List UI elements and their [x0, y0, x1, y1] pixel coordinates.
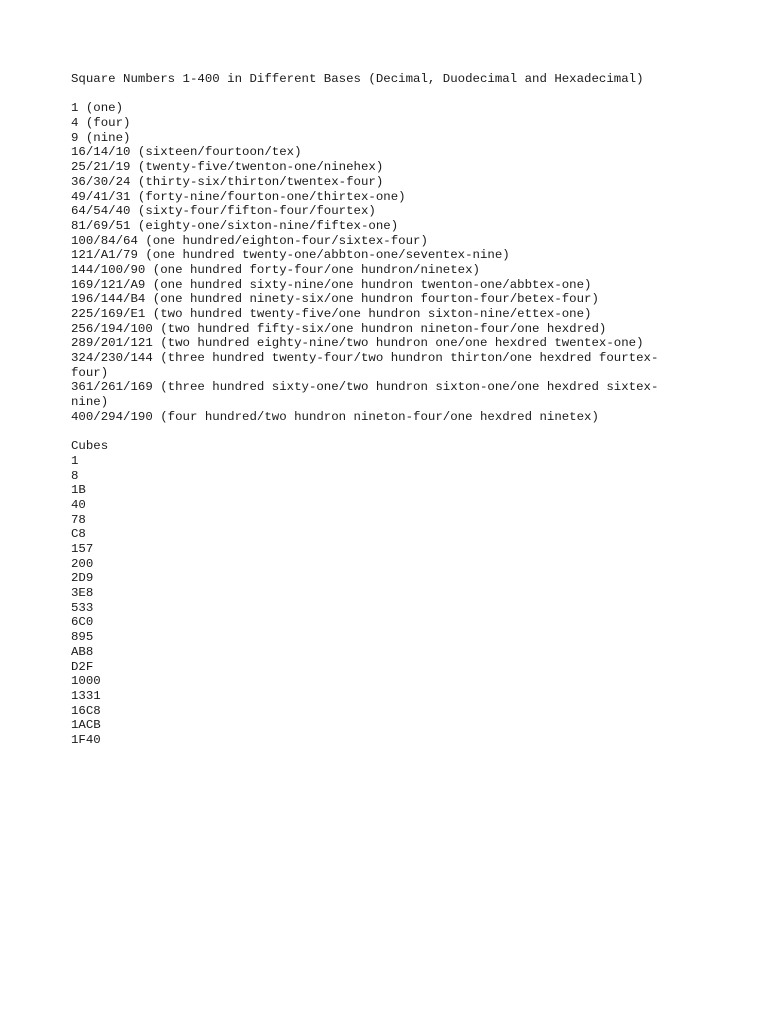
document-page [71, 72, 671, 748]
square-line: 196/144/B4 (one hundred ninety-six/one hundron fourton-four/betex-four) [71, 292, 599, 307]
cubes-list [71, 454, 671, 748]
square-line: 64/54/40 (sixty-four/fifton-four/fourtex) [71, 204, 376, 219]
cube-line: 6C0 [71, 615, 94, 630]
cube-line: C8 [71, 527, 86, 542]
cube-line: 200 [71, 556, 94, 571]
cube-line: 16C8 [71, 703, 101, 718]
square-line: four) [71, 365, 109, 380]
cube-line: 1ACB [71, 718, 101, 733]
cube-line: 2D9 [71, 571, 94, 586]
cube-line: AB8 [71, 644, 94, 659]
square-line: 289/201/121 (two hundred eighty-nine/two hundron one/one hexdred twentex-one) [71, 336, 644, 351]
cube-line: 1331 [71, 688, 101, 703]
square-line: 36/30/24 (thirty-six/thirton/twentex-four) [71, 174, 384, 189]
square-line: 144/100/90 (one hundred forty-four/one hundron/ninetex) [71, 262, 480, 277]
square-line: 225/169/E1 (two hundred twenty-five/one hundron sixton-nine/ettex-one) [71, 307, 592, 321]
square-line: 4 (four) [71, 116, 131, 131]
cube-line: 1B [71, 483, 86, 498]
square-line: 9 (nine) [71, 130, 131, 145]
square-line: 400/294/190 (four hundred/two hundron nineton-four/one hexdred ninetex) [71, 409, 599, 424]
squares-list [71, 101, 671, 424]
cube-line: 1 [71, 453, 79, 468]
square-line: 100/84/64 (one hundred/eighton-four/sixtex-four) [71, 233, 428, 248]
spacer [71, 425, 671, 440]
cube-line: 3E8 [71, 586, 94, 601]
square-line: 81/69/51 (eighty-one/sixton-nine/fiftex-one) [71, 218, 399, 233]
cube-line: 157 [71, 542, 94, 556]
square-line: 121/A1/79 (one hundred twenty-one/abbton-one/seventex-nine) [71, 248, 510, 263]
square-line: 25/21/19 (twenty-five/twenton-one/ninehex) [71, 160, 384, 175]
square-line: 169/121/A9 (one hundred sixty-nine/one hundron twenton-one/abbtex-one) [71, 277, 592, 292]
cube-line: D2F [71, 659, 94, 674]
cube-line: 78 [71, 512, 86, 527]
square-line: 1 (one) [71, 101, 124, 116]
square-line: 16/14/10 (sixteen/fourtoon/tex) [71, 145, 302, 160]
square-line: nine) [71, 395, 109, 410]
square-line: 49/41/31 (forty-nine/fourton-one/thirtex-one) [71, 189, 406, 204]
cube-line: 8 [71, 468, 79, 483]
cube-line: 1000 [71, 674, 101, 689]
cube-line: 1F40 [71, 732, 101, 747]
cubes-heading: Cubes [71, 439, 109, 454]
square-line: 256/194/100 (two hundred fifty-six/one hundron nineton-four/one hexdred) [71, 321, 607, 336]
spacer [71, 87, 671, 102]
cube-line: 40 [71, 497, 86, 512]
square-line: 361/261/169 (three hundred sixty-one/two hundron sixton-one/one hexdred sixtex- [71, 380, 659, 395]
square-line: 324/230/144 (three hundred twenty-four/two hundron thirton/one hexdred fourtex- [71, 351, 659, 366]
document-title: Square Numbers 1-400 in Different Bases (Decimal, Duodecimal and Hexadecimal) [71, 72, 644, 86]
cube-line: 533 [71, 600, 94, 615]
cube-line: 895 [71, 630, 94, 645]
